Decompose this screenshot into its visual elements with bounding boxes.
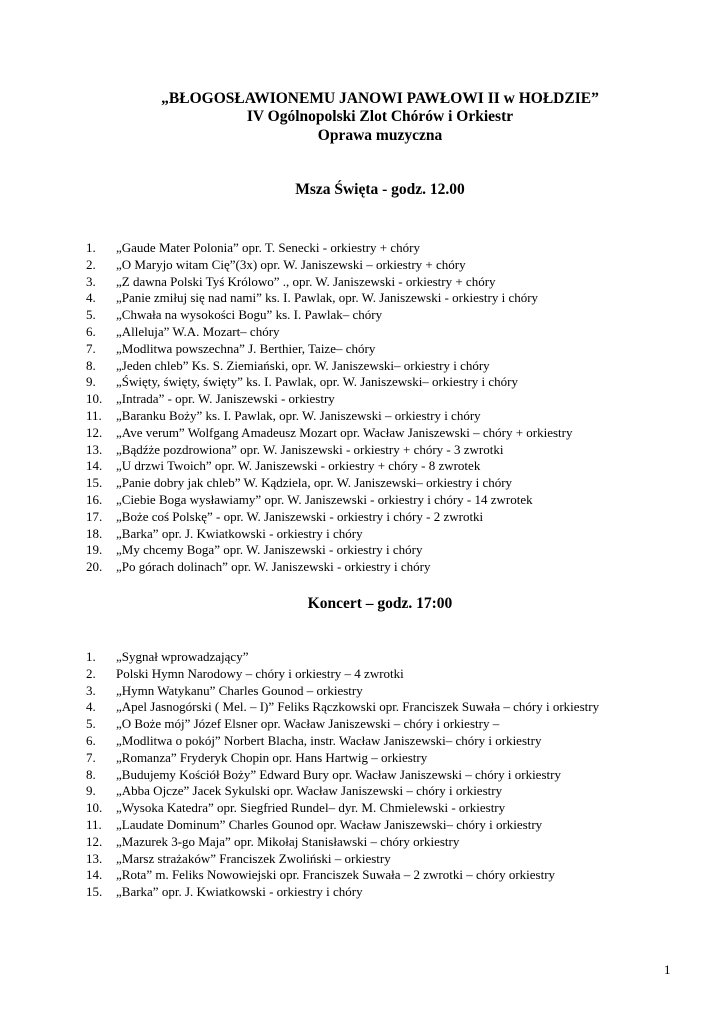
- list-item-text: „Mazurek 3-go Maja” opr. Mikołaj Stanisławski – chóry orkiestry: [116, 833, 460, 849]
- list-item: [86, 716, 599, 733]
- mass-program-list: [86, 240, 573, 576]
- list-item: [86, 492, 573, 509]
- list-item: [86, 442, 573, 459]
- list-item-text: „O Boże mój” Józef Elsner opr. Wacław Janiszewski – chóry i orkiestry –: [116, 716, 500, 732]
- list-item-text: „Ciebie Boga wysławiamy” opr. W. Janiszewski - orkiestry i chóry - 14 zwrotek: [116, 491, 533, 507]
- list-item: [86, 358, 573, 375]
- mass-heading: Msza Święta - godz. 12.00: [295, 181, 465, 198]
- list-item-number: 20.: [86, 559, 103, 575]
- list-item: [86, 240, 573, 257]
- concert-heading: Koncert – godz. 17:00: [307, 595, 453, 612]
- list-item-text: „Intrada” - opr. W. Janiszewski - orkiestry: [116, 391, 335, 407]
- list-item-text: „Barka” opr. J. Kwiatkowski - orkiestry i chóry: [116, 884, 363, 900]
- list-item-text: „Baranku Boży” ks. I. Pawlak, opr. W. Janiszewski – orkiestry i chóry: [116, 407, 481, 423]
- list-item: [86, 391, 573, 408]
- list-item: [86, 458, 573, 475]
- list-item-text: „Z dawna Polski Tyś Królowo” ., opr. W. Janiszewski - orkiestry + chóry: [116, 273, 496, 289]
- list-item-text: „Po górach dolinach” opr. W. Janiszewski - orkiestry i chóry: [116, 559, 431, 575]
- list-item-text: „Wysoka Katedra” opr. Siegfried Rundel– dyr. M. Chmielewski - orkiestry: [116, 800, 506, 816]
- list-item-number: 18.: [86, 525, 103, 541]
- list-item: [86, 374, 573, 391]
- document-subtitle-music: Oprawa muzyczna: [317, 127, 443, 144]
- list-item-number: 9.: [86, 783, 96, 799]
- list-item-number: 15.: [86, 475, 103, 491]
- list-item-text: „Gaude Mater Polonia” opr. T. Senecki - orkiestry + chóry: [116, 240, 420, 255]
- list-item: [86, 341, 573, 358]
- list-item-text: „Sygnał wprowadzający”: [116, 649, 249, 664]
- list-item-text: „Panie zmiłuj się nad nami” ks. I. Pawlak, opr. W. Janiszewski - orkiestry i chóry: [116, 290, 539, 306]
- list-item-text: „Hymn Watykanu” Charles Gounod – orkiestry: [116, 682, 363, 698]
- list-item-number: 13.: [86, 441, 103, 457]
- list-item: [86, 884, 599, 901]
- list-item-number: 16.: [86, 491, 103, 507]
- list-item: [86, 767, 599, 784]
- list-item-text: „Modlitwa powszechna” J. Berthier, Taize– chóry: [116, 340, 376, 356]
- list-item: [86, 324, 573, 341]
- list-item: [86, 509, 573, 526]
- list-item: [86, 834, 599, 851]
- list-item-number: 8.: [86, 766, 96, 782]
- list-item: [86, 408, 573, 425]
- list-item: [86, 559, 573, 576]
- list-item-text: „Panie dobry jak chleb” W. Kądziela, opr. W. Janiszewski– orkiestry i chóry: [116, 475, 513, 491]
- list-item-text: „Święty, święty, święty” ks. I. Pawlak, opr. W. Janiszewski– orkiestry i chóry: [116, 374, 518, 390]
- list-item-number: 14.: [86, 458, 103, 474]
- list-item: [86, 475, 573, 492]
- list-item-number: 13.: [86, 850, 103, 866]
- list-item-number: 10.: [86, 800, 103, 816]
- list-item-number: 6.: [86, 732, 96, 748]
- list-item-text: „Laudate Dominum” Charles Gounod opr. Wacław Janiszewski– chóry i orkiestry: [116, 816, 543, 832]
- list-item-number: 3.: [86, 682, 96, 698]
- list-item-text: „Abba Ojcze” Jacek Sykulski opr. Wacław Janiszewski – chóry i orkiestry: [116, 783, 503, 799]
- list-item-number: 10.: [86, 391, 103, 407]
- list-item-text: „Barka” opr. J. Kwiatkowski - orkiestry i chóry: [116, 525, 363, 541]
- list-item: [86, 649, 599, 666]
- list-item: [86, 750, 599, 767]
- list-item: [86, 851, 599, 868]
- page-number: 1: [664, 962, 671, 977]
- list-item-number: 7.: [86, 340, 96, 356]
- list-item-text: „My chcemy Boga” opr. W. Janiszewski - orkiestry i chóry: [116, 542, 423, 558]
- list-item-number: 2.: [86, 256, 96, 272]
- list-item-number: 15.: [86, 884, 103, 900]
- list-item-text: „Rota” m. Feliks Nowowiejski opr. Franciszek Suwała – 2 zwrotki – chóry orkiestry: [116, 867, 556, 883]
- list-item: [86, 257, 573, 274]
- list-item: [86, 783, 599, 800]
- list-item-number: 14.: [86, 867, 103, 883]
- list-item: [86, 307, 573, 324]
- list-item-text: „Chwała na wysokości Bogu” ks. I. Pawlak– chóry: [116, 307, 383, 323]
- list-item: [86, 817, 599, 834]
- list-item-text: „U drzwi Twoich” opr. W. Janiszewski - orkiestry + chóry - 8 zwrotek: [116, 458, 481, 474]
- list-item-text: „Marsz strażaków” Franciszek Zwoliński – orkiestry: [116, 850, 391, 866]
- list-item-number: 5.: [86, 307, 96, 323]
- list-item-number: 17.: [86, 508, 103, 524]
- list-item-number: 12.: [86, 833, 103, 849]
- list-item-number: 6.: [86, 323, 96, 339]
- concert-program-list: [86, 649, 599, 901]
- list-item-text: „Apel Jasnogórski ( Mel. – I)” Feliks Rączkowski opr. Franciszek Suwała – chóry i orkiestry: [116, 699, 600, 715]
- list-item-number: 7.: [86, 749, 96, 765]
- list-item-number: 9.: [86, 374, 96, 390]
- list-item: [86, 274, 573, 291]
- list-item-number: 11.: [86, 407, 102, 423]
- list-item-text: „Budujemy Kościół Boży” Edward Bury opr. Wacław Janiszewski – chóry i orkiestry: [116, 766, 561, 782]
- list-item: [86, 542, 573, 559]
- list-item-number: 1.: [86, 240, 96, 255]
- list-item-text: „Jeden chleb” Ks. S. Ziemiański, opr. W. Janiszewski– orkiestry i chóry: [116, 357, 490, 373]
- list-item-number: 12.: [86, 424, 103, 440]
- list-item: [86, 699, 599, 716]
- list-item-text: „Boże coś Polskę” - opr. W. Janiszewski - orkiestry i chóry - 2 zwrotki: [116, 508, 484, 524]
- list-item-number: 19.: [86, 542, 103, 558]
- list-item-text: „O Maryjo witam Cię”(3x) opr. W. Janiszewski – orkiestry + chóry: [116, 256, 466, 272]
- list-item: [86, 800, 599, 817]
- list-item: [86, 526, 573, 543]
- list-item-number: 1.: [86, 649, 96, 664]
- list-item-text: „Modlitwa o pokój” Norbert Blacha, instr. Wacław Janiszewski– chóry i orkiestry: [116, 732, 542, 748]
- list-item-number: 2.: [86, 665, 96, 681]
- list-item-number: 4.: [86, 699, 96, 715]
- list-item: [86, 666, 599, 683]
- list-item-text: Polski Hymn Narodowy – chóry i orkiestry – 4 zwrotki: [116, 665, 404, 681]
- list-item-number: 3.: [86, 273, 96, 289]
- document-title: „BŁOGOSŁAWIONEMU JANOWI PAWŁOWI II w HOŁDZIE”: [161, 90, 599, 107]
- list-item-text: „Romanza” Fryderyk Chopin opr. Hans Hartwig – orkiestry: [116, 749, 428, 765]
- list-item-text: „Alleluja” W.A. Mozart– chóry: [116, 323, 280, 339]
- list-item: [86, 425, 573, 442]
- list-item-number: 11.: [86, 816, 102, 832]
- list-item: [86, 683, 599, 700]
- document-subtitle: IV Ogólnopolski Zlot Chórów i Orkiestr: [246, 108, 514, 125]
- list-item-number: 8.: [86, 357, 96, 373]
- list-item-number: 4.: [86, 290, 96, 306]
- list-item-text: „Bądźże pozdrowiona” opr. W. Janiszewski - orkiestry + chóry - 3 zwrotki: [116, 441, 504, 457]
- list-item: [86, 290, 573, 307]
- list-item-text: „Ave verum” Wolfgang Amadeusz Mozart opr. Wacław Janiszewski – chóry + orkiestry: [116, 424, 573, 440]
- list-item: [86, 733, 599, 750]
- list-item-number: 5.: [86, 716, 96, 732]
- list-item: [86, 867, 599, 884]
